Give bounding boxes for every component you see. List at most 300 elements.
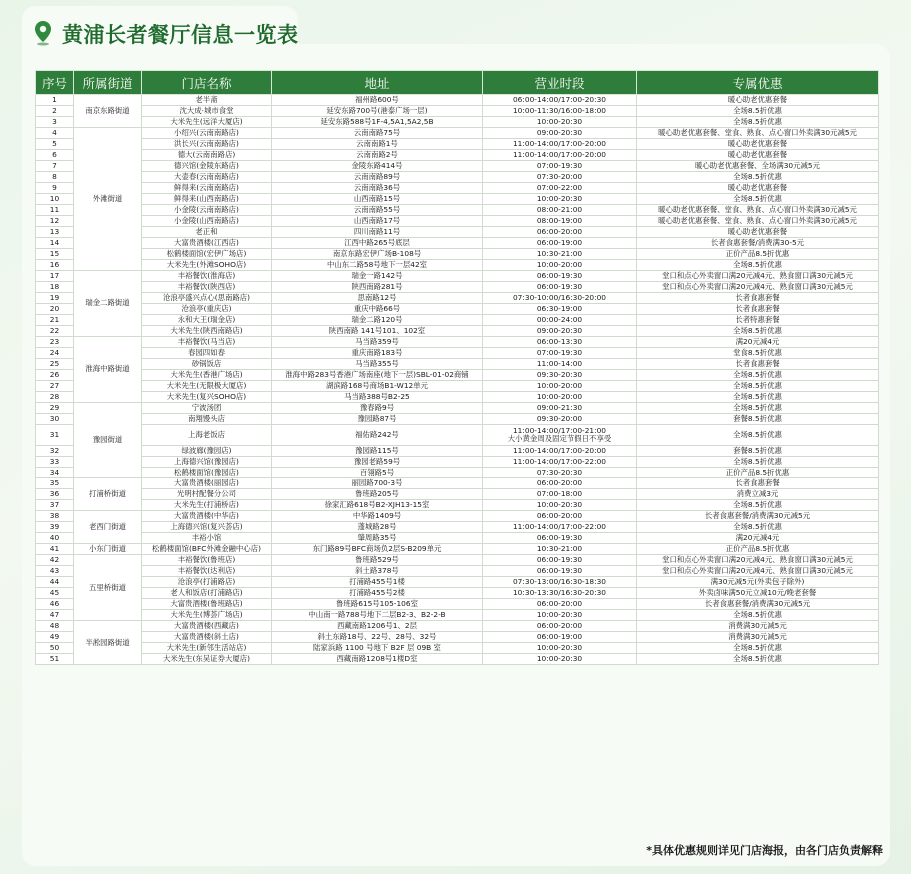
table-row	[36, 270, 879, 281]
store-name-cell: 鲜得来(山西南路店)	[142, 193, 272, 204]
header-cell: 专属优惠	[637, 71, 879, 95]
header-cell: 门店名称	[142, 71, 272, 95]
address-cell: 东门路89号BFC商场负2层S-B209单元	[272, 544, 483, 555]
discount-cell: 全场8.5折优惠	[637, 325, 879, 336]
row-number-cell: 22	[36, 325, 74, 336]
business-hours-cell: 06:00-20:00	[483, 478, 637, 489]
store-name-cell: 大米先生(香港广场店)	[142, 369, 272, 380]
business-hours-cell: 07:30-20:00	[483, 171, 637, 182]
table-row	[36, 149, 879, 160]
business-hours-cell: 06:00-20:00	[483, 621, 637, 632]
table-row	[36, 281, 879, 292]
row-number-cell: 44	[36, 577, 74, 588]
business-hours-cell: 10:00-20:30	[483, 610, 637, 621]
store-name-cell: 洪长兴(云南南路店)	[142, 138, 272, 149]
table-row	[36, 314, 879, 325]
address-cell: 马当路359号	[272, 336, 483, 347]
discount-cell: 消费满30元减5元	[637, 621, 879, 632]
store-name-cell: 南翔馒头店	[142, 413, 272, 424]
table-row	[36, 566, 879, 577]
table-row	[36, 500, 879, 511]
discount-cell: 堂口和点心外卖窗口满20元减4元、熟食窗口满30元减5元	[637, 281, 879, 292]
discount-cell: 长者食惠套餐/消费满30元减5元	[637, 511, 879, 522]
discount-cell: 全场8.5折优惠	[637, 380, 879, 391]
address-cell: 山西南路17号	[272, 215, 483, 226]
table-row	[36, 325, 879, 336]
business-hours-cell: 00:00-24:00	[483, 314, 637, 325]
row-number-cell: 40	[36, 533, 74, 544]
table-row	[36, 248, 879, 259]
row-number-cell: 11	[36, 204, 74, 215]
table-row	[36, 127, 879, 138]
address-cell: 鲁班路529号	[272, 555, 483, 566]
header-cell: 地址	[272, 71, 483, 95]
business-hours-cell: 10:00-20:00	[483, 259, 637, 270]
business-hours-cell: 10:30-21:00	[483, 248, 637, 259]
header-cell: 序号	[36, 71, 74, 95]
hours-line: 11:00-14:00/17:00-21:00	[512, 425, 607, 435]
business-hours-cell: 06:00-20:00	[483, 511, 637, 522]
store-name-cell: 丰裕小馆	[142, 533, 272, 544]
business-hours-cell: 06:00-19:30	[483, 533, 637, 544]
store-name-cell: 大米先生(新邻生活站店)	[142, 643, 272, 654]
district-cell: 半淞园路街道	[74, 621, 142, 665]
store-name-cell: 大米先生(陕西南路店)	[142, 325, 272, 336]
row-number-cell: 2	[36, 105, 74, 116]
row-number-cell: 25	[36, 358, 74, 369]
discount-cell: 外卖卤味满50元立减10元/晚老套餐	[637, 588, 879, 599]
store-name-cell: 德大(云南南路店)	[142, 149, 272, 160]
discount-cell: 堂口和点心外卖窗口满20元减4元、熟食窗口满30元减5元	[637, 270, 879, 281]
business-hours-cell: 10:00-20:30	[483, 193, 637, 204]
store-name-cell: 宁波汤团	[142, 402, 272, 413]
business-hours-cell: 08:00-19:00	[483, 215, 637, 226]
discount-cell: 全场8.5折优惠	[637, 116, 879, 127]
table-row	[36, 204, 879, 215]
table-row	[36, 588, 879, 599]
business-hours-cell: 10:00-11:30/16:00-18:00	[483, 105, 637, 116]
store-name-cell: 沧浪亭盛兴点心(思南路店)	[142, 292, 272, 303]
address-cell: 重庆南路183号	[272, 347, 483, 358]
store-name-cell: 上海老饭店	[142, 424, 272, 445]
business-hours-cell: 09:30-20:30	[483, 369, 637, 380]
address-cell: 江西中路265号底层	[272, 237, 483, 248]
row-number-cell: 34	[36, 467, 74, 478]
district-cell: 打浦桥街道	[74, 478, 142, 511]
table-row	[36, 577, 879, 588]
discount-cell: 暖心助老优惠套餐	[637, 149, 879, 160]
row-number-cell: 28	[36, 391, 74, 402]
discount-cell: 消费满30元减5元	[637, 632, 879, 643]
business-hours-cell: 06:00-14:00/17:00-20:30	[483, 95, 637, 106]
address-cell: 肇周路35号	[272, 533, 483, 544]
row-number-cell: 37	[36, 500, 74, 511]
row-number-cell: 20	[36, 303, 74, 314]
store-name-cell: 老半斋	[142, 95, 272, 106]
discount-cell: 全场8.5折优惠	[637, 500, 879, 511]
discount-cell: 暖心助老优惠套餐、堂食、熟食、点心窗口外卖满30元减5元	[637, 215, 879, 226]
discount-cell: 长者食惠套餐/消费满30元减5元	[637, 599, 879, 610]
row-number-cell: 15	[36, 248, 74, 259]
business-hours-cell: 10:00-20:30	[483, 500, 637, 511]
business-hours-cell: 10:30-13:30/16:30-20:30	[483, 588, 637, 599]
table-row	[36, 259, 879, 270]
address-cell: 鲁班路205号	[272, 489, 483, 500]
business-hours-cell: 06:00-19:30	[483, 566, 637, 577]
address-cell: 云南南路1号	[272, 138, 483, 149]
row-number-cell: 19	[36, 292, 74, 303]
table-row	[36, 402, 879, 413]
discount-cell: 正价产品8.5折优惠	[637, 544, 879, 555]
store-name-cell: 大富贵酒楼(鲁班路店)	[142, 599, 272, 610]
store-name-cell: 大米先生(远洋大厦店)	[142, 116, 272, 127]
discount-cell: 暖心助老优惠套餐	[637, 95, 879, 106]
row-number-cell: 26	[36, 369, 74, 380]
store-name-cell: 老人和饭店(打浦路店)	[142, 588, 272, 599]
address-cell: 陕西南路281号	[272, 281, 483, 292]
business-hours-cell: 07:00-22:00	[483, 182, 637, 193]
address-cell: 陆家浜路 1100 号地下 B2F 层 09B 室	[272, 643, 483, 654]
store-name-cell: 丰裕餐饮(鲁班店)	[142, 555, 272, 566]
address-cell: 鲁班路615号105-106室	[272, 599, 483, 610]
table-row	[36, 413, 879, 424]
discount-cell: 堂口和点心外卖窗口满20元减4元、熟食窗口满30元减5元	[637, 566, 879, 577]
address-cell: 延安东路700号(港泰广场一层)	[272, 105, 483, 116]
address-cell: 马当路355号	[272, 358, 483, 369]
business-hours-cell: 10:30-21:00	[483, 544, 637, 555]
address-cell: 西藏南路1206号1、2层	[272, 621, 483, 632]
address-cell: 豫园路87号	[272, 413, 483, 424]
row-number-cell: 41	[36, 544, 74, 555]
address-cell: 南京东路宏伊广场B-108号	[272, 248, 483, 259]
table-row	[36, 358, 879, 369]
discount-cell: 全场8.5折优惠	[637, 654, 879, 665]
store-name-cell: 鲜得来(云南南路店)	[142, 182, 272, 193]
row-number-cell: 36	[36, 489, 74, 500]
district-cell: 南京东路街道	[74, 95, 142, 128]
row-number-cell: 14	[36, 237, 74, 248]
discount-cell: 堂食8.5折优惠	[637, 347, 879, 358]
discount-cell: 堂口和点心外卖窗口满20元减4元、熟食窗口满30元减5元	[637, 555, 879, 566]
store-name-cell: 松鹤楼面馆(豫园店)	[142, 467, 272, 478]
store-name-cell: 小金陵(山西南路店)	[142, 215, 272, 226]
business-hours-cell: 07:30-13:00/16:30-18:30	[483, 577, 637, 588]
table-row	[36, 533, 879, 544]
store-name-cell: 大米先生(无限极大厦店)	[142, 380, 272, 391]
discount-cell: 全场8.5折优惠	[637, 171, 879, 182]
store-name-cell: 永和大王(瑞金店)	[142, 314, 272, 325]
store-name-cell: 丰裕餐饮(马当店)	[142, 336, 272, 347]
row-number-cell: 38	[36, 511, 74, 522]
discount-cell: 长者食惠套餐	[637, 303, 879, 314]
row-number-cell: 30	[36, 413, 74, 424]
row-number-cell: 16	[36, 259, 74, 270]
business-hours-cell: 07:00-19:30	[483, 160, 637, 171]
store-name-cell: 砂锅饭店	[142, 358, 272, 369]
store-name-cell: 小金陵(云南南路店)	[142, 204, 272, 215]
table-row	[36, 237, 879, 248]
business-hours-cell: 11:00-14:00/17:00-22:00	[483, 456, 637, 467]
store-name-cell: 绿波廊(豫园店)	[142, 445, 272, 456]
discount-cell: 暖心助老优惠套餐	[637, 182, 879, 193]
row-number-cell: 9	[36, 182, 74, 193]
table-row	[36, 445, 879, 456]
row-number-cell: 46	[36, 599, 74, 610]
row-number-cell: 5	[36, 138, 74, 149]
store-name-cell: 春园四如春	[142, 347, 272, 358]
store-name-cell: 丰裕餐饮(陕西店)	[142, 281, 272, 292]
store-name-cell: 老正和	[142, 226, 272, 237]
page-title: 黄浦长者餐厅信息一览表	[62, 23, 299, 47]
business-hours-cell: 06:30-19:00	[483, 303, 637, 314]
address-cell: 云南南路36号	[272, 182, 483, 193]
store-name-cell: 大米先生(博荟广场店)	[142, 610, 272, 621]
table-row	[36, 182, 879, 193]
discount-cell: 套餐8.5折优惠	[637, 413, 879, 424]
business-hours-cell: 06:00-19:00	[483, 237, 637, 248]
district-cell: 五里桥街道	[74, 555, 142, 621]
row-number-cell: 10	[36, 193, 74, 204]
business-hours-cell: 10:00-20:00	[483, 391, 637, 402]
table-row	[36, 424, 879, 445]
store-name-cell: 松鹤楼面馆(宏伊广场店)	[142, 248, 272, 259]
address-cell: 延安东路588号1F-4,5A1,5A2,5B	[272, 116, 483, 127]
address-cell: 丽园路700-3号	[272, 478, 483, 489]
table-row	[36, 138, 879, 149]
table-row	[36, 116, 879, 127]
discount-cell: 满20元减4元	[637, 533, 879, 544]
store-name-cell: 大富贵酒楼(斜土店)	[142, 632, 272, 643]
business-hours-cell: 10:00-20:30	[483, 116, 637, 127]
discount-cell: 满30元减5元(外卖包子除外)	[637, 577, 879, 588]
district-cell: 外滩街道	[74, 127, 142, 270]
business-hours-cell: 07:30-20:30	[483, 467, 637, 478]
address-cell: 重庆中路66号	[272, 303, 483, 314]
business-hours-cell: 09:00-20:30	[483, 127, 637, 138]
discount-cell: 长者食惠套餐	[637, 358, 879, 369]
address-cell: 瑞金一路142号	[272, 270, 483, 281]
row-number-cell: 8	[36, 171, 74, 182]
address-cell: 马当路388号B2-25	[272, 391, 483, 402]
address-cell: 中山东二路58号地下一层42室	[272, 259, 483, 270]
business-hours-cell: 08:00-21:00	[483, 204, 637, 215]
address-cell: 蓬城路28号	[272, 522, 483, 533]
footnote: *具体优惠规则详见门店海报，由各门店负责解释	[646, 844, 883, 857]
table-row	[36, 544, 879, 555]
district-cell: 老西门街道	[74, 511, 142, 544]
business-hours-cell: 11:00-14:00/17:00-20:00	[483, 445, 637, 456]
store-name-cell: 德兴馆(金陵东路店)	[142, 160, 272, 171]
discount-cell: 长者特惠套餐	[637, 314, 879, 325]
business-hours-cell: 11:00-14:00/17:00-20:00	[483, 149, 637, 160]
table-row	[36, 478, 879, 489]
business-hours-cell: 10:00-20:30	[483, 643, 637, 654]
address-cell: 淮海中路283号香港广场南座(地下一层)SBL-01-02商铺	[272, 369, 483, 380]
store-name-cell: 沧浪亭(打浦路店)	[142, 577, 272, 588]
address-cell: 湖滨路168号商场B1-W12单元	[272, 380, 483, 391]
table-row	[36, 621, 879, 632]
address-cell: 中山南一路788号地下二层B2-3、B2-2-B	[272, 610, 483, 621]
address-cell: 豫春路9号	[272, 402, 483, 413]
address-cell: 中华路1409号	[272, 511, 483, 522]
store-name-cell: 松鹤楼面馆(BFC外滩金融中心店)	[142, 544, 272, 555]
business-hours-cell: 06:00-13:30	[483, 336, 637, 347]
business-hours-cell: 09:00-21:30	[483, 402, 637, 413]
table-row	[36, 380, 879, 391]
discount-cell: 全场8.5折优惠	[637, 259, 879, 270]
row-number-cell: 50	[36, 643, 74, 654]
district-cell: 瑞金二路街道	[74, 270, 142, 336]
table-row	[36, 456, 879, 467]
table-row	[36, 522, 879, 533]
row-number-cell: 35	[36, 478, 74, 489]
row-number-cell: 48	[36, 621, 74, 632]
discount-cell: 全场8.5折优惠	[637, 522, 879, 533]
table-row	[36, 292, 879, 303]
table-row	[36, 336, 879, 347]
row-number-cell: 7	[36, 160, 74, 171]
row-number-cell: 12	[36, 215, 74, 226]
table-header-row	[36, 71, 879, 95]
table-row	[36, 347, 879, 358]
district-cell: 豫园街道	[74, 402, 142, 478]
discount-cell: 正价产品8.5折优惠	[637, 248, 879, 259]
row-number-cell: 4	[36, 127, 74, 138]
table-row	[36, 215, 879, 226]
discount-cell: 全场8.5折优惠	[637, 193, 879, 204]
row-number-cell: 21	[36, 314, 74, 325]
table-row	[36, 632, 879, 643]
header-cell: 所属街道	[74, 71, 142, 95]
discount-cell: 消费立减3元	[637, 489, 879, 500]
store-name-cell: 大米先生(外滩SOHO店)	[142, 259, 272, 270]
table-row	[36, 599, 879, 610]
row-number-cell: 29	[36, 402, 74, 413]
table-row	[36, 467, 879, 478]
row-number-cell: 24	[36, 347, 74, 358]
row-number-cell: 6	[36, 149, 74, 160]
map-pin-icon	[34, 20, 52, 46]
store-name-cell: 沧浪亭(重庆店)	[142, 303, 272, 314]
table-row	[36, 95, 879, 106]
business-hours-cell: 10:00-20:30	[483, 654, 637, 665]
discount-cell: 全场8.5折优惠	[637, 643, 879, 654]
row-number-cell: 39	[36, 522, 74, 533]
address-cell: 四川南路11号	[272, 226, 483, 237]
row-number-cell: 27	[36, 380, 74, 391]
hours-line: 大小黄金周及固定节假日不享受	[507, 433, 612, 443]
business-hours-cell: 10:00-20:00	[483, 380, 637, 391]
table-row	[36, 654, 879, 665]
row-number-cell: 51	[36, 654, 74, 665]
row-number-cell: 3	[36, 116, 74, 127]
discount-cell: 暖心助老优惠套餐、堂食、熟食、点心窗口外卖满30元减5元	[637, 204, 879, 215]
table-row	[36, 193, 879, 204]
address-cell: 徐家汇路618号B2-XJH13-15室	[272, 500, 483, 511]
store-name-cell: 大富贵酒楼(江西店)	[142, 237, 272, 248]
row-number-cell: 13	[36, 226, 74, 237]
row-number-cell: 31	[36, 424, 74, 445]
discount-cell: 全场8.5折优惠	[637, 424, 879, 445]
table-row	[36, 489, 879, 500]
table-row	[36, 610, 879, 621]
row-number-cell: 45	[36, 588, 74, 599]
store-name-cell: 大富贵酒楼(丽园店)	[142, 478, 272, 489]
district-cell: 小东门街道	[74, 544, 142, 555]
address-cell: 百翎路5号	[272, 467, 483, 478]
address-cell: 陕西南路 141号101、102室	[272, 325, 483, 336]
table-row	[36, 643, 879, 654]
discount-cell: 暖心助老优惠套餐、全场满30元减5元	[637, 160, 879, 171]
store-name-cell: 丰裕餐饮(淮海店)	[142, 270, 272, 281]
discount-cell: 套餐8.5折优惠	[637, 445, 879, 456]
discount-cell: 暖心助老优惠套餐、堂食、熟食、点心窗口外卖满30元减5元	[637, 127, 879, 138]
discount-cell: 全场8.5折优惠	[637, 610, 879, 621]
address-cell: 云南南路89号	[272, 171, 483, 182]
address-cell: 斜土东路18号、22号、28号、32号	[272, 632, 483, 643]
business-hours-cell: 11:00-14:00/17:00-20:00	[483, 138, 637, 149]
business-hours-cell: 09:00-20:30	[483, 325, 637, 336]
table-row	[36, 160, 879, 171]
discount-cell: 全场8.5折优惠	[637, 391, 879, 402]
discount-cell: 长者食惠套餐	[637, 292, 879, 303]
row-number-cell: 33	[36, 456, 74, 467]
address-cell: 福州路600号	[272, 95, 483, 106]
discount-cell: 全场8.5折优惠	[637, 369, 879, 380]
table-row	[36, 226, 879, 237]
row-number-cell: 18	[36, 281, 74, 292]
business-hours-cell: 06:00-20:00	[483, 226, 637, 237]
address-cell: 云南南路75号	[272, 127, 483, 138]
address-cell: 山西南路15号	[272, 193, 483, 204]
discount-cell: 全场8.5折优惠	[637, 105, 879, 116]
table-row	[36, 105, 879, 116]
table-row	[36, 303, 879, 314]
row-number-cell: 43	[36, 566, 74, 577]
address-cell: 瑞金二路120号	[272, 314, 483, 325]
address-cell: 打浦路455号2楼	[272, 588, 483, 599]
store-name-cell: 大富贵酒楼(中华店)	[142, 511, 272, 522]
store-name-cell: 大米先生(东吴证券大厦店)	[142, 654, 272, 665]
discount-cell: 暖心助老优惠套餐	[637, 138, 879, 149]
row-number-cell: 23	[36, 336, 74, 347]
row-number-cell: 49	[36, 632, 74, 643]
business-hours-cell: 06:00-20:00	[483, 599, 637, 610]
discount-cell: 全场8.5折优惠	[637, 456, 879, 467]
store-name-cell: 大富贵酒楼(西藏店)	[142, 621, 272, 632]
address-cell: 福佑路242号	[272, 424, 483, 445]
discount-cell: 满20元减4元	[637, 336, 879, 347]
header-cell: 营业时段	[483, 71, 637, 95]
discount-cell: 长者食惠套餐	[637, 478, 879, 489]
table-row	[36, 369, 879, 380]
address-cell: 云南南路55号	[272, 204, 483, 215]
discount-cell: 正价产品8.5折优惠	[637, 467, 879, 478]
address-cell: 豫园老路59号	[272, 456, 483, 467]
discount-cell: 全场8.5折优惠	[637, 402, 879, 413]
table-row	[36, 171, 879, 182]
table-row	[36, 511, 879, 522]
store-name-cell: 大壶春(云南南路店)	[142, 171, 272, 182]
business-hours-cell	[483, 424, 637, 445]
store-name-cell: 丰裕餐饮(达利店)	[142, 566, 272, 577]
store-name-cell: 大米先生(打浦桥店)	[142, 500, 272, 511]
business-hours-cell: 07:00-19:30	[483, 347, 637, 358]
row-number-cell: 1	[36, 95, 74, 106]
discount-cell: 长者食惠套餐/消费满30-5元	[637, 237, 879, 248]
address-cell: 云南南路2号	[272, 149, 483, 160]
row-number-cell: 17	[36, 270, 74, 281]
